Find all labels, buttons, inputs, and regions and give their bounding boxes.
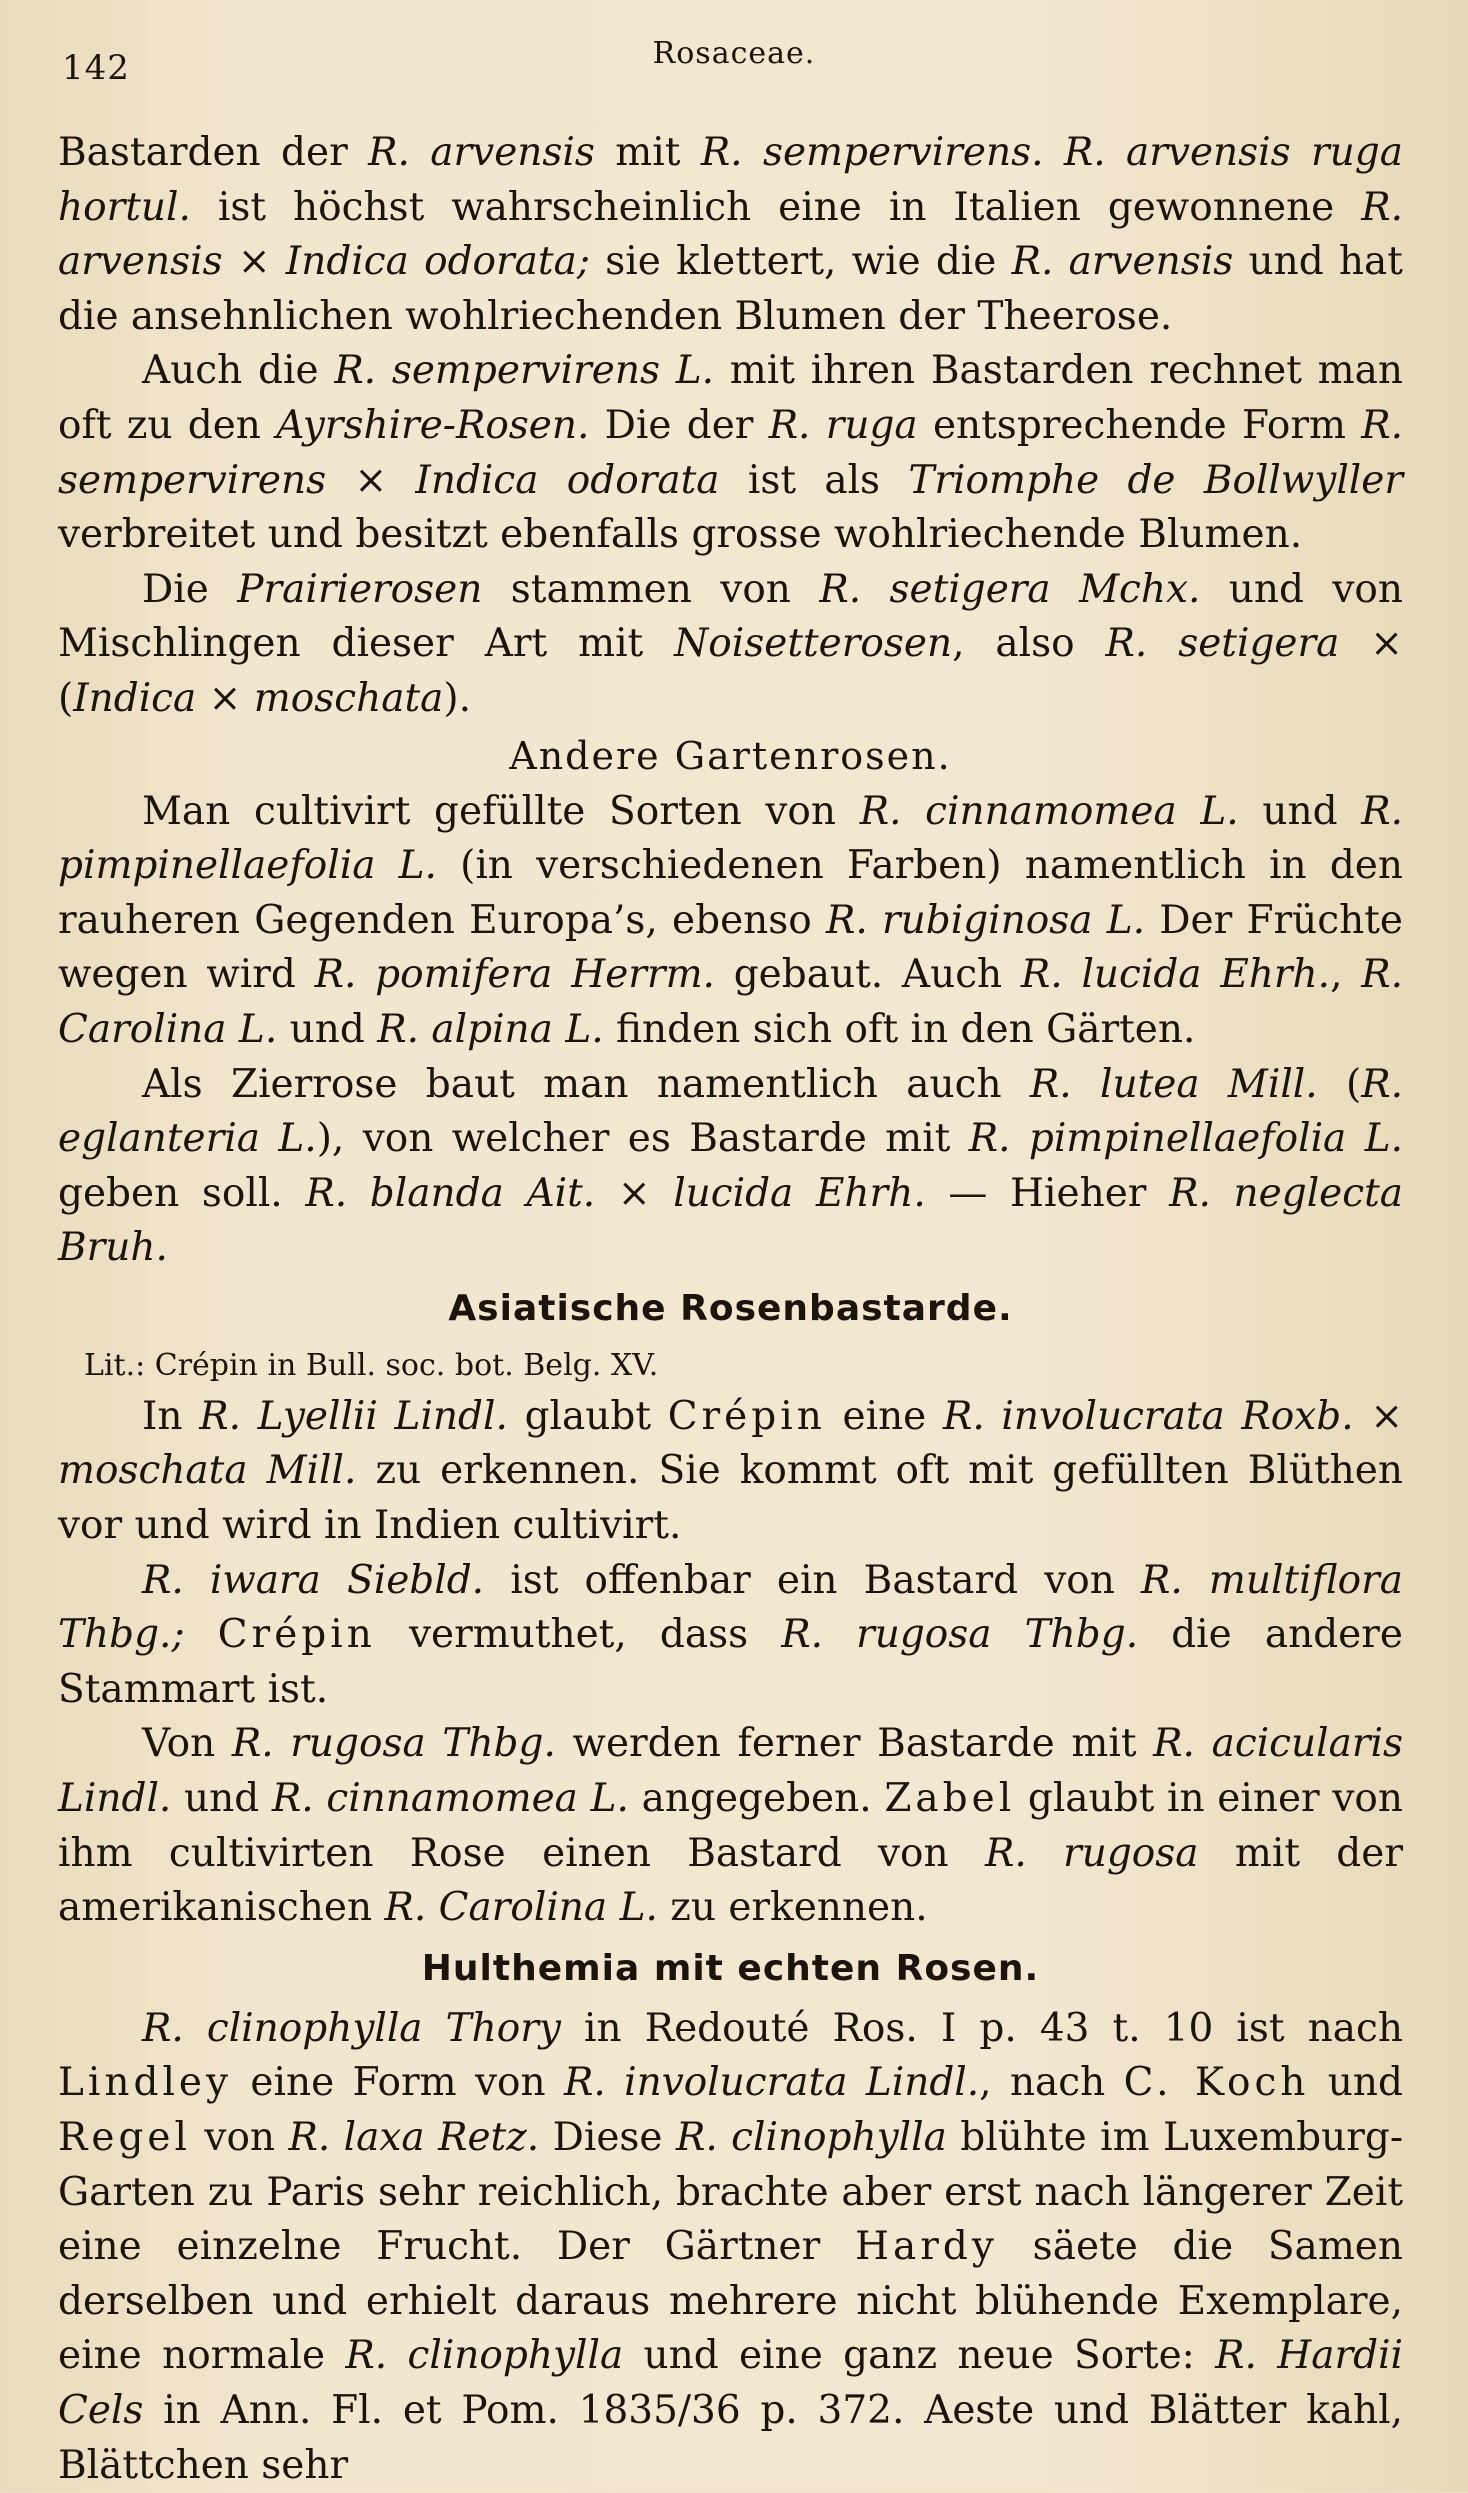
running-title: Rosaceae.: [652, 36, 816, 71]
paragraph-9: R. clinophylla Thory in Redouté Ros. I p. 43 t. 10 ist nach Lindley eine Form von R. involucrata Lindl., nach C. Koch und Regel von R. laxa Retz. Diese R. clinophylla blühte im Luxemburg-Garten zu Paris sehr reichlich, brachte aber erst nach längerer Zeit eine einzelne Frucht. Der Gärtner Hardy säete die Samen derselben und erhielt daraus mehrere nicht blühende Exemplare, eine normale R. clinophylla und eine ganz neue Sorte: R. Hardii Cels in Ann. Fl. et Pom. 1835/36 p. 372. Aeste und Blätter kahl, Blättchen sehr: [58, 2005, 1404, 2488]
section-heading-hulthemia: Hulthemia mit echten Rosen.: [421, 1947, 1040, 1989]
paragraph-2: Auch die R. sempervirens L. mit ihren Bastarden rechnet man oft zu den Ayrshire-Rosen. Die der R. ruga entsprechende Form R. sempervirens × Indica odorata ist als Triomphe de Bollwyller verbreitet und besitzt ebenfalls grosse wohlriechende Blumen.: [58, 348, 1404, 558]
section-heading-andere-gartenrosen: Andere Gartenrosen.: [509, 733, 952, 778]
paragraph-8: Von R. rugosa Thbg. werden ferner Bastarde mit R. acicularis Lindl. und R. cinnamomea L. angegeben. Zabel glaubt in einer von ihm cultivirten Rose einen Bastard von R. rugosa mit der amerikanischen R. Carolina L. zu erkennen.: [58, 1721, 1403, 1931]
literature-reference: Lit.: Crépin in Bull. soc. bot. Belg. XV.: [84, 1347, 659, 1383]
paragraph-5: Als Zierrose baut man namentlich auch R. lutea Mill. (R. eglanteria L.), von welcher es Bastarde mit R. pimpinellaefolia L. geben soll. R. blanda Ait. × lucida Ehrh. — Hieher R. neglecta Bruh.: [58, 1061, 1404, 1271]
page-body: [58, 126, 1403, 2493]
paragraph-3: Die Prairierosen stammen von R. setigera Mchx. und von Mischlingen dieser Art mit Noisetterosen, also R. setigera × (Indica × moschata).: [58, 566, 1404, 721]
paragraph-1: Bastarden der R. arvensis mit R. sempervirens. R. arvensis ruga hortul. ist höchst wahrscheinlich eine in Italien gewonnene R. arvensis × Indica odorata; sie klettert, wie die R. arvensis und hat die ansehnlichen wohlriechenden Blumen der Theerose.: [58, 130, 1404, 339]
paragraph-4: Man cultivirt gefüllte Sorten von R. cinnamomea L. und R. pimpinellaefolia L. (in verschiedenen Farben) namentlich in den rauheren Gegenden Europa’s, ebenso R. rubiginosa L. Der Früchte wegen wird R. pomifera Herrm. gebaut. Auch R. lucida Ehrh., R. Carolina L. und R. alpina L. finden sich oft in den Gärten.: [58, 788, 1403, 1052]
paragraph-6: In R. Lyellii Lindl. glaubt Crépin eine R. involucrata Roxb. × moschata Mill. zu erkennen. Sie kommt oft mit gefüllten Blüthen vor und wird in Indien cultivirt.: [58, 1393, 1403, 1549]
page-number: 142: [62, 48, 130, 88]
section-heading-asiatische-rosenbastarde: Asiatische Rosenbastarde.: [448, 1287, 1013, 1329]
paragraph-7: R. iwara Siebld. ist offenbar ein Bastard von R. multiflora Thbg.; Crépin vermuthet, dass R. rugosa Thbg. die andere Stammart ist.: [58, 1557, 1404, 1712]
